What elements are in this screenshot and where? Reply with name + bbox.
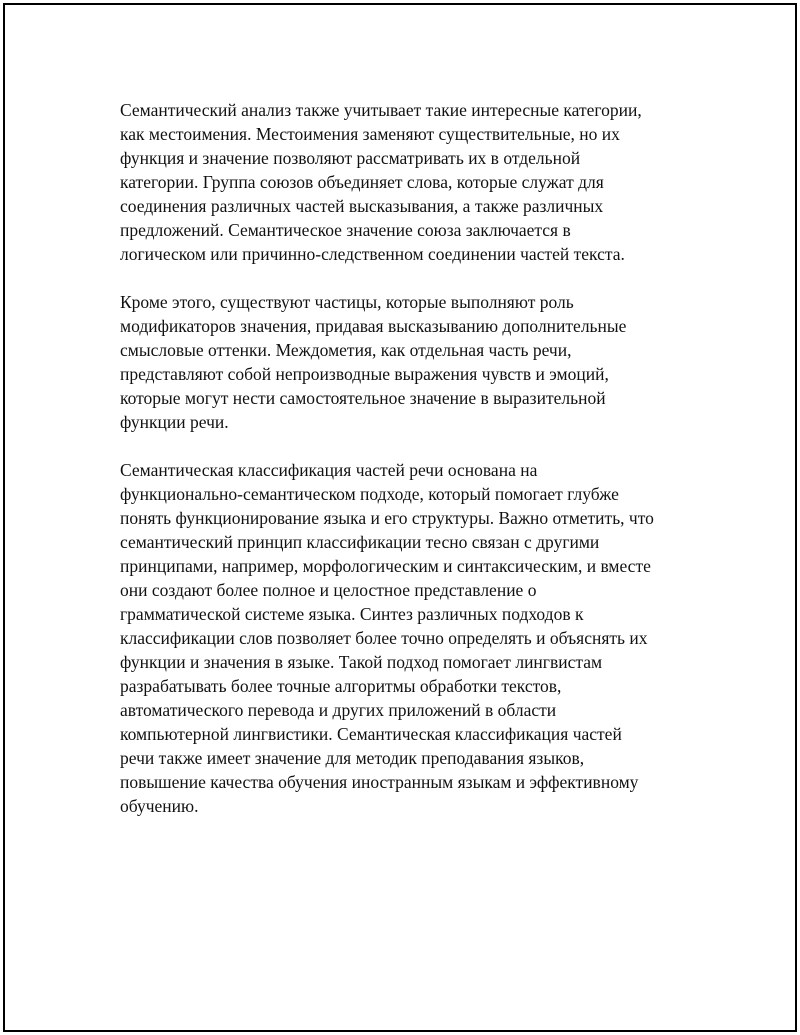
document-body bbox=[120, 98, 700, 818]
paragraph-1 bbox=[120, 98, 700, 266]
text-line: логическом или причинно-следственном соединении частей текста. bbox=[120, 244, 625, 264]
page-frame bbox=[3, 3, 797, 1032]
text-line: классификации слов позволяет более точно определять и объяснять их bbox=[120, 628, 648, 648]
text-line: грамматической системе языка. Синтез различных подходов к bbox=[120, 604, 584, 624]
text-line: функционально-семантическом подходе, который помогает глубже bbox=[120, 484, 619, 504]
text-line: функции речи. bbox=[120, 412, 229, 432]
text-line: модификаторов значения, придавая высказыванию дополнительные bbox=[120, 316, 627, 336]
text-line: смысловые оттенки. Междометия, как отдельная часть речи, bbox=[120, 340, 572, 360]
paragraph-3 bbox=[120, 458, 700, 818]
text-line: они создают более полное и целостное представление о bbox=[120, 580, 537, 600]
text-line: автоматического перевода и других приложений в области bbox=[120, 700, 557, 720]
text-line: повышение качества обучения иностранным языкам и эффективному bbox=[120, 772, 639, 792]
text-line: Семантическая классификация частей речи основана на bbox=[120, 460, 538, 480]
text-line: компьютерной лингвистики. Семантическая классификация частей bbox=[120, 724, 622, 744]
text-line: понять функционирование языка и его структуры. Важно отметить, что bbox=[120, 508, 654, 528]
text-line: Семантический анализ также учитывает такие интересные категории, bbox=[120, 100, 642, 120]
text-line: как местоимения. Местоимения заменяют существительные, но их bbox=[120, 124, 620, 144]
text-line: представляют собой непроизводные выражения чувств и эмоций, bbox=[120, 364, 609, 384]
text-line: которые могут нести самостоятельное значение в выразительной bbox=[120, 388, 606, 408]
text-line: Кроме этого, существуют частицы, которые выполняют роль bbox=[120, 292, 574, 312]
text-line: принципами, например, морфологическим и синтаксическим, и вместе bbox=[120, 556, 651, 576]
text-line: обучению. bbox=[120, 796, 199, 816]
text-line: категории. Группа союзов объединяет слова, которые служат для bbox=[120, 172, 604, 192]
text-line: функция и значение позволяют рассматривать их в отдельной bbox=[120, 148, 581, 168]
text-line: речи также имеет значение для методик преподавания языков, bbox=[120, 748, 585, 768]
paragraph-2 bbox=[120, 290, 700, 434]
text-line: предложений. Семантическое значение союза заключается в bbox=[120, 220, 571, 240]
text-line: соединения различных частей высказывания, а также различных bbox=[120, 196, 604, 216]
text-line: семантический принцип классификации тесно связан с другими bbox=[120, 532, 600, 552]
text-line: разрабатывать более точные алгоритмы обработки текстов, bbox=[120, 676, 562, 696]
text-line: функции и значения в языке. Такой подход помогает лингвистам bbox=[120, 652, 603, 672]
